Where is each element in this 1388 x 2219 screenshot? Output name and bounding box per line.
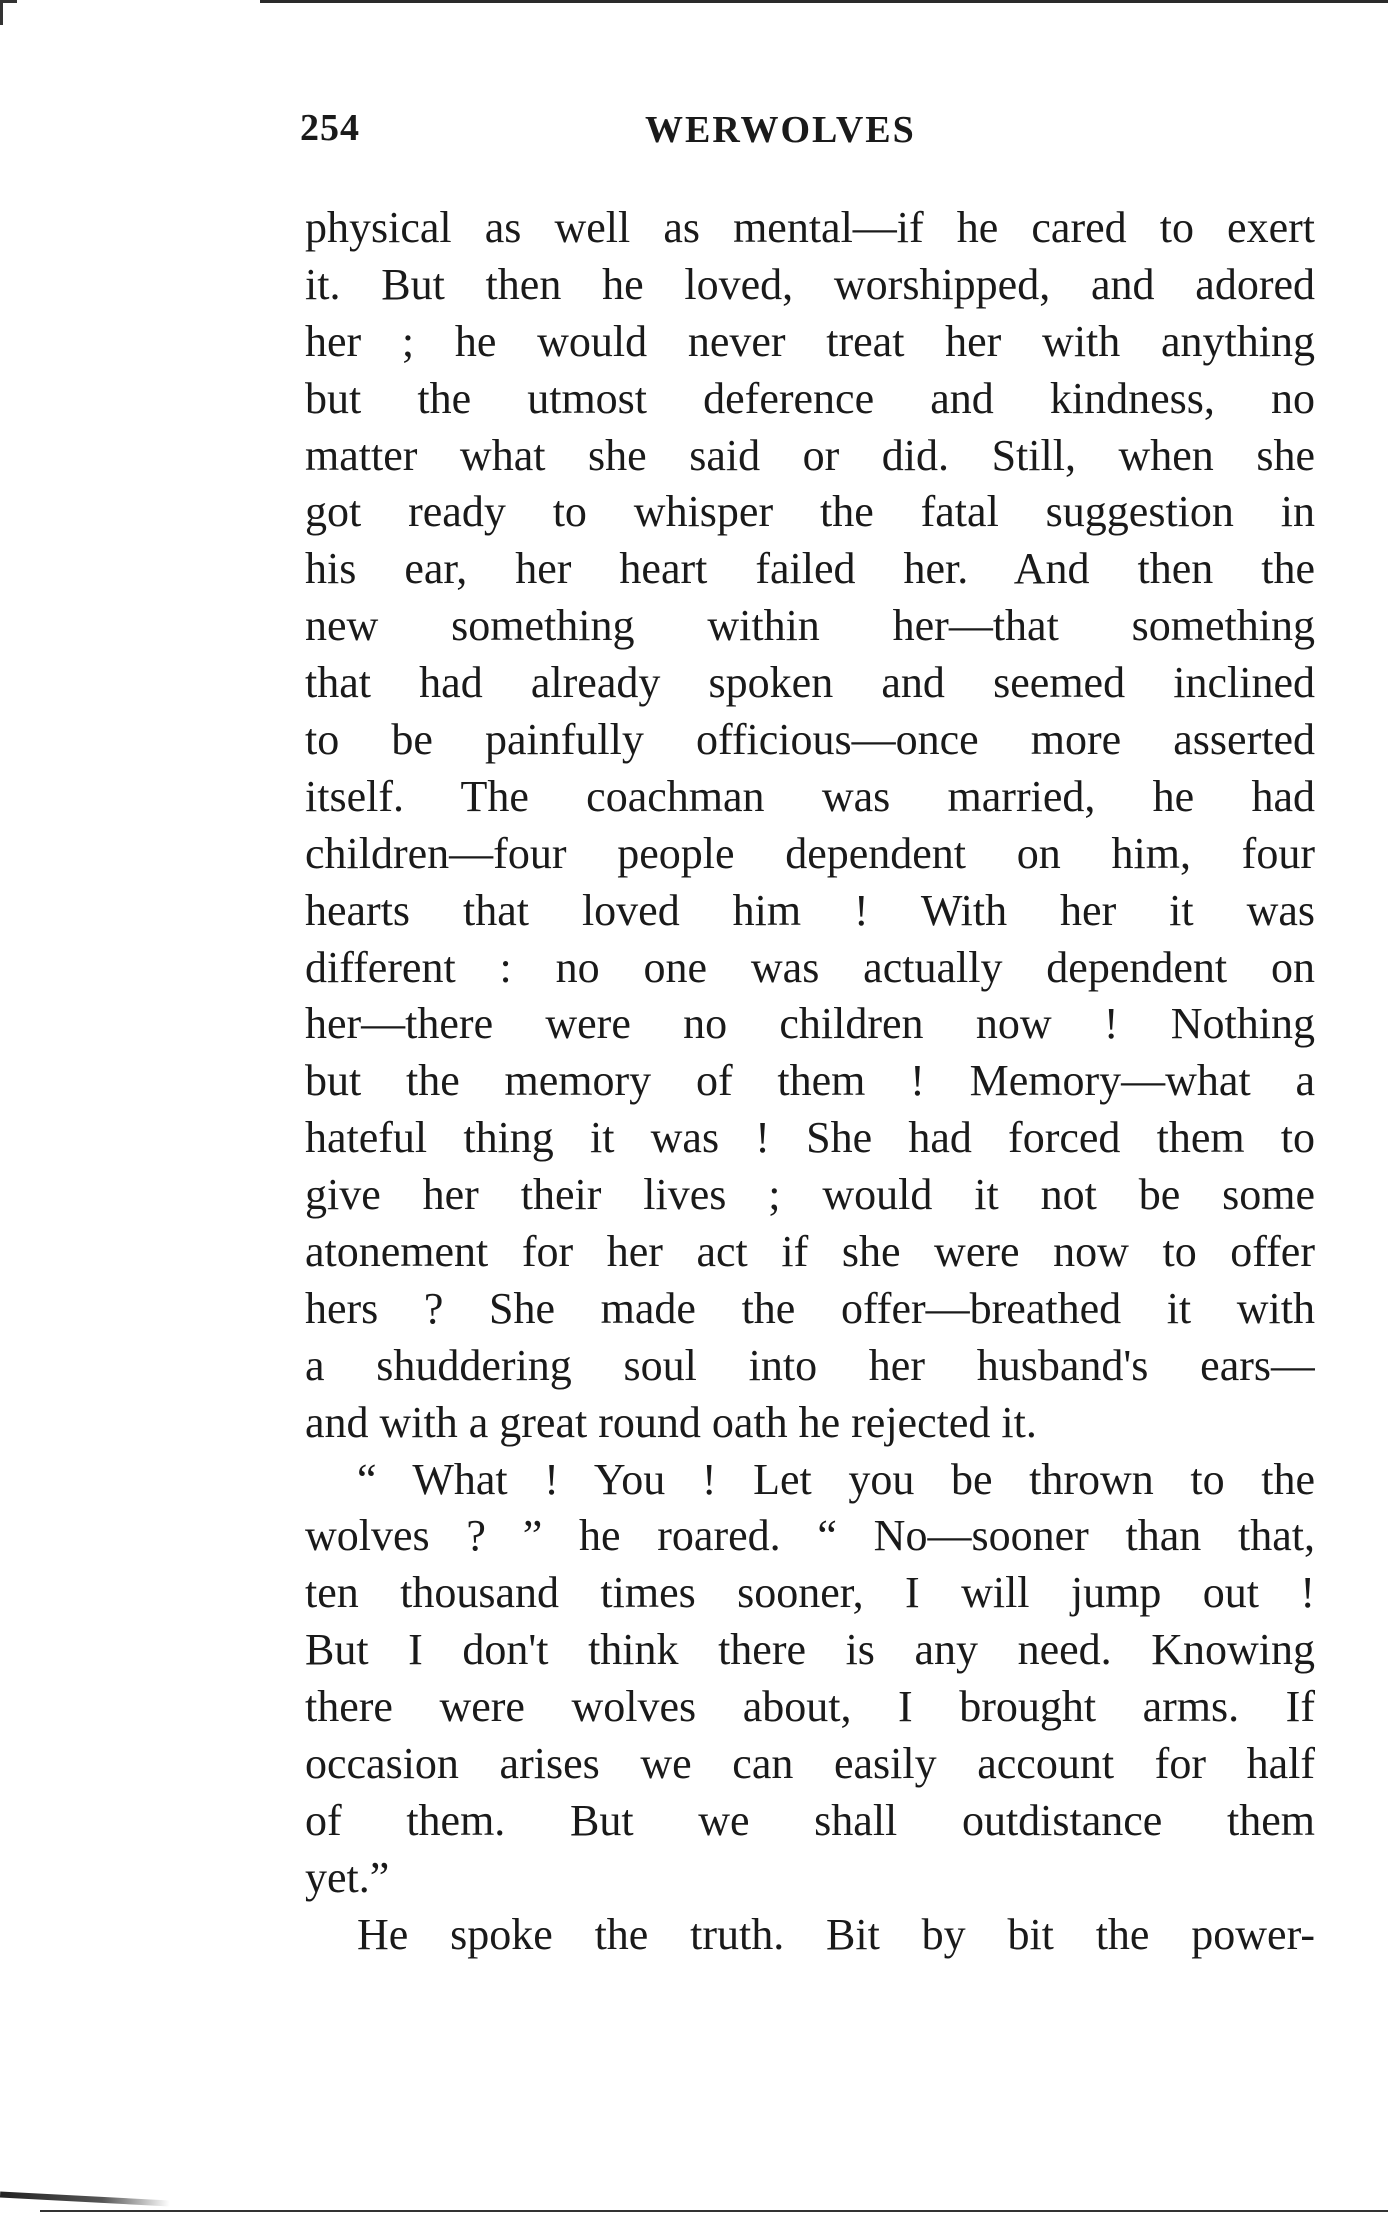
text-line: atonement for her act if she were now to offer	[305, 1227, 1315, 1277]
text-line: but the memory of them ! Memory—what a	[305, 1056, 1315, 1106]
text-line: to be painfully officious—once more asserted	[305, 715, 1315, 765]
bottom-edge-rule	[40, 2210, 1388, 2212]
corner-mark	[0, 0, 17, 25]
text-line: his ear, her heart failed her. And then the	[305, 544, 1315, 594]
text-line: got ready to whisper the fatal suggestion in	[305, 487, 1315, 537]
text-line: ten thousand times sooner, I will jump out !	[305, 1568, 1315, 1618]
text-line: different : no one was actually dependent on	[305, 942, 1315, 992]
text-line: But I don't think there is any need. Knowing	[305, 1625, 1315, 1675]
text-line: give her their lives ; would it not be some	[305, 1170, 1315, 1220]
text-line: itself. The coachman was married, he had	[305, 771, 1315, 821]
page-number: 254	[300, 107, 360, 149]
text-line: matter what she said or did. Still, when she	[305, 430, 1315, 480]
bottom-edge-smudge	[0, 2192, 170, 2207]
text-line: there were wolves about, I brought arms. If	[305, 1682, 1315, 1732]
text-line: occasion arises we can easily account for half	[305, 1739, 1315, 1789]
text-line: hers ? She made the offer—breathed it with	[305, 1283, 1315, 1333]
text-line: children—four people dependent on him, four	[305, 828, 1315, 878]
text-line: of them. But we shall outdistance them	[305, 1795, 1315, 1845]
text-line: wolves ? ” he roared. “ No—sooner than that,	[305, 1511, 1315, 1561]
paragraph-start-line: “ What ! You ! Let you be thrown to the	[357, 1454, 1315, 1504]
text-line: that had already spoken and seemed inclined	[305, 658, 1315, 708]
top-edge-rule	[260, 0, 1388, 3]
text-line: hearts that loved him ! With her it was	[305, 885, 1315, 935]
text-line: her—there were no children now ! Nothing	[305, 999, 1315, 1049]
running-title: WERWOLVES	[645, 109, 916, 151]
text-line: it. But then he loved, worshipped, and adored	[305, 259, 1315, 309]
text-line: but the utmost deference and kindness, no	[305, 373, 1315, 423]
running-head	[300, 106, 1320, 156]
text-line: her ; he would never treat her with anything	[305, 316, 1315, 366]
paragraph-end-line: and with a great round oath he rejected it.	[305, 1397, 1037, 1447]
text-line: physical as well as mental—if he cared to exert	[305, 203, 1315, 252]
text-line: new something within her—that something	[305, 601, 1315, 651]
paragraph-start-line: He spoke the truth. Bit by bit the power-	[357, 1909, 1315, 1959]
body-text	[305, 200, 1315, 1964]
paragraph-end-line: yet.”	[305, 1852, 390, 1902]
text-line: a shuddering soul into her husband's ears—	[305, 1340, 1315, 1390]
text-line: hateful thing it was ! She had forced them to	[305, 1113, 1315, 1163]
